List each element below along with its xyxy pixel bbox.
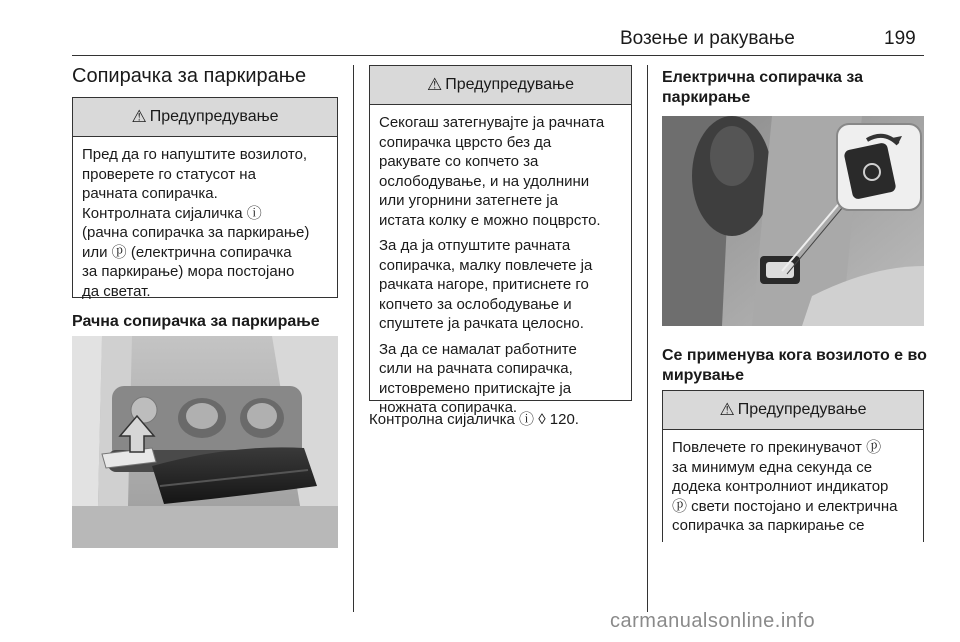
warning-line: Повлечете го прекинувачот ⓟ [672,439,882,456]
warning-line: додека контролниот индикатор [672,478,889,495]
warning-line: за паркирање) мора постојано [82,263,295,280]
warning-line: истата колку е можно поцврсто. [379,211,601,229]
warning-line: сили на рачната сопирачка, [379,360,573,377]
warning-line: ⓟ свети постојано и електрична [672,497,898,515]
warning-line: Секогаш затегнувајте ја рачната [379,114,605,131]
indicator-reference: Контролна сијаличка ⓘ ◊ 120. [369,411,579,428]
warning-line: Контролната сијаличка ⓘ [82,204,262,222]
subhead-line: Електрична сопирачка за [662,69,863,86]
warning-line: ослободување, и на удолнини [379,172,590,190]
subhead-stationary [662,346,927,386]
warning-header [370,66,631,105]
warning-paragraph [379,113,622,230]
handbrake-lever-photo [72,336,338,548]
warning-heading: Предупредување [737,401,867,418]
warning-line: копчето за ослободување и [379,295,572,313]
warning-line: или угорнини затегнете ја [379,192,558,209]
warning-triangle-icon: ⚠ [426,75,443,94]
warning-line: сопирачка, малку повлечете ја [379,256,593,274]
warning-triangle-icon: ⚠ [719,400,735,419]
warning-line: За да се намалат работните [379,340,577,358]
warning-line: спуштете ја рачката целосно. [379,315,584,332]
warning-box-electric-brake [662,390,924,542]
warning-line: (рачна сопирачка за паркирање) [82,224,310,241]
warning-line: да светат. [82,282,151,300]
subhead-electric-brake [662,68,863,108]
warning-line: ракувате со копчето за [379,153,539,170]
column-separator-1 [353,65,354,612]
warning-line: рачката нагоре, притиснете го [379,276,589,293]
warning-line: за минимум една секунда се [672,458,873,476]
warning-line: или ⓟ (електрична сопирачка [82,243,292,261]
warning-box-parking-check [72,97,338,298]
subhead-line: Се применува кога возилото е во [662,347,927,364]
warning-line: За да ја отпуштите рачната [379,237,571,254]
subhead-line: мирување [662,367,745,384]
warning-line: истовремено притискајте ја [379,379,572,397]
warning-line: проверете го статусот на [82,165,256,183]
warning-line: ножната сопирачка. [379,399,518,416]
warning-heading: Предупредување [445,76,575,93]
warning-body [663,430,923,542]
electric-brake-switch-photo [662,116,924,326]
header-rule [72,55,924,56]
warning-box-handbrake-use [369,65,632,416]
warning-line: сопирачка за паркирање се [672,517,865,534]
handbrake-illustration [72,336,338,548]
warning-header [73,98,337,137]
warning-line: Пред да го напуштите возилото, [82,146,308,163]
electric-brake-illustration [662,116,924,326]
page-number: 199 [884,28,916,49]
running-header-title: Возење и ракување [620,28,795,49]
warning-paragraph [379,340,622,418]
warning-heading: Предупредување [149,108,279,125]
subhead-manual-brake: Рачна сопирачка за паркирање [72,313,320,330]
column-separator-2 [647,65,648,612]
section-title: Сопирачка за паркирање [72,65,307,87]
warning-triangle-icon: ⚠ [131,107,147,126]
warning-header [663,391,923,430]
warning-body [370,105,631,430]
warning-body [73,137,337,307]
subhead-line: паркирање [662,89,751,106]
watermark: carmanualsonline.info [610,610,816,632]
warning-line: сопирачка цврсто без да [379,133,552,151]
warning-line: рачната сопирачка. [82,185,218,202]
warning-paragraph [379,236,622,334]
